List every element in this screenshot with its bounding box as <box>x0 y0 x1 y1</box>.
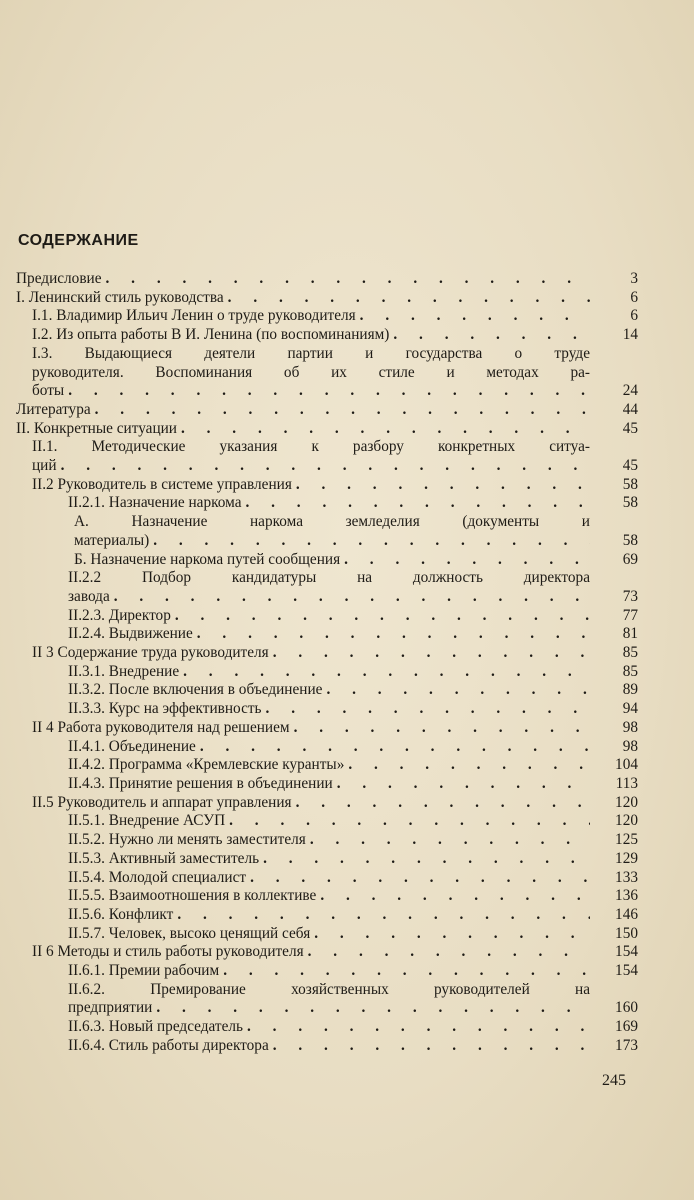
dot-leader <box>153 532 590 551</box>
toc-entry-page: 6 <box>630 307 638 325</box>
toc-entry-page: 133 <box>615 868 638 886</box>
toc-entry-title <box>68 738 590 757</box>
toc-entry-line: Б. Назначение наркома путей сообщения <box>74 550 341 568</box>
toc-entry-line: II.6.2. Премирование хозяйственных руководителей на <box>68 980 590 998</box>
toc-entry-line: II.2 Руководитель в системе управления <box>32 475 292 493</box>
toc-entry-title <box>68 775 590 794</box>
toc-entry <box>16 869 638 888</box>
toc-entry-title <box>68 494 590 513</box>
toc-entry-line: I.3. Выдающиеся деятели партии и государства о труде <box>32 344 590 362</box>
toc-entry-title <box>68 1018 590 1037</box>
toc-entry-title <box>68 831 590 850</box>
toc-entry-line: материалы) <box>74 531 150 549</box>
toc-entry <box>16 644 638 663</box>
dot-leader <box>228 289 590 308</box>
dot-leader <box>263 850 590 869</box>
toc-entry-line: II.3.1. Внедрение <box>68 662 180 680</box>
toc-entry-last-line <box>32 382 590 401</box>
toc-entry-line: ций <box>32 457 57 475</box>
toc-entry-page: 113 <box>615 774 638 792</box>
toc-entry <box>16 607 638 626</box>
toc-entry-line: I.1. Владимир Ильич Ленин о труде руководителя <box>32 307 356 325</box>
toc-entry-line: II.5.6. Конфликт <box>68 905 174 923</box>
toc-entry-line: II.5.3. Активный заместитель <box>68 849 260 867</box>
dot-leader <box>360 307 590 326</box>
toc-entry <box>16 1018 638 1037</box>
dot-leader <box>246 494 591 513</box>
dot-leader <box>200 738 590 757</box>
toc-entry <box>16 738 638 757</box>
toc-entry-page: 85 <box>622 662 638 680</box>
toc-entry-page: 89 <box>622 681 638 699</box>
dot-leader <box>229 812 590 831</box>
toc-entry-page: 98 <box>622 737 638 755</box>
toc-entry-line: I. Ленинский стиль руководства <box>16 288 224 306</box>
toc-entry-title <box>68 981 590 1018</box>
toc-entry-line: II.5.2. Нужно ли менять заместителя <box>68 831 306 849</box>
toc-entry-line: Литература <box>16 400 91 418</box>
toc-entry-title <box>32 307 590 326</box>
dot-leader <box>344 551 590 570</box>
dot-leader <box>106 270 590 289</box>
toc-entry-page: 94 <box>622 700 638 718</box>
toc-entry-page: 85 <box>622 644 638 662</box>
toc-entry-title <box>68 962 590 981</box>
dot-leader <box>266 700 590 719</box>
toc-entry-last-line <box>74 532 590 551</box>
page-number: 245 <box>602 1072 626 1089</box>
toc-entry-line: II.2.4. Выдвижение <box>68 625 193 643</box>
toc-entry <box>16 794 638 813</box>
toc-entry <box>16 476 638 495</box>
dot-leader <box>273 644 590 663</box>
toc-entry <box>16 307 638 326</box>
toc-entry-page: 69 <box>622 550 638 568</box>
toc-entry-page: 173 <box>615 1036 638 1054</box>
dot-leader <box>223 962 590 981</box>
dot-leader <box>314 925 590 944</box>
dot-leader <box>156 999 590 1018</box>
toc-entry <box>16 756 638 775</box>
toc-entry-line: руководителя. Воспоминания об их стиле и методах ра- <box>32 363 590 381</box>
toc-entry-line: предприятии <box>68 999 153 1017</box>
toc-entry-line: II.4.1. Объединение <box>68 737 196 755</box>
toc-entry-line: I.2. Из опыта работы В И. Ленина (по воспоминаниям) <box>32 326 390 344</box>
toc-entry-page: 58 <box>622 531 638 549</box>
toc-entry-title <box>68 850 590 869</box>
toc-entry-title <box>68 607 590 626</box>
toc-entry-page: 146 <box>615 905 638 923</box>
toc-entry-title <box>74 513 590 550</box>
toc-entry-title <box>32 794 590 813</box>
toc-entry-page: 154 <box>615 943 638 961</box>
toc-entry-title <box>32 345 590 401</box>
toc-entry-line: II.5.1. Внедрение АСУП <box>68 812 226 830</box>
dot-leader <box>247 1018 590 1037</box>
toc-entry <box>16 925 638 944</box>
dot-leader <box>296 794 590 813</box>
toc-entry-line: завода <box>68 587 110 605</box>
toc-entry <box>16 719 638 738</box>
toc-entry-title <box>16 401 590 420</box>
toc-entry-title <box>16 289 590 308</box>
toc-entry <box>16 569 638 606</box>
toc-entry <box>16 981 638 1018</box>
toc-entry-title <box>74 551 590 570</box>
toc-entry-line: II.6.3. Новый председатель <box>68 1018 244 1036</box>
toc-entry-page: 6 <box>630 288 638 306</box>
toc-entry-title <box>68 681 590 700</box>
toc-entry-last-line <box>68 999 590 1018</box>
toc-entry-line: II.6.1. Премии рабочим <box>68 962 220 980</box>
toc-entry-page: 45 <box>622 419 638 437</box>
toc-entry-line: II. Конкретные ситуации <box>16 419 177 437</box>
toc-entry-page: 81 <box>622 625 638 643</box>
toc-entry-page: 136 <box>615 887 638 905</box>
dot-leader <box>348 756 590 775</box>
dot-leader <box>183 663 590 682</box>
toc-entry <box>16 270 638 289</box>
toc-entry-page: 73 <box>622 587 638 605</box>
toc-entry-line: II.4.3. Принятие решения в объединении <box>68 774 333 792</box>
dot-leader <box>393 326 590 345</box>
toc-entry-line: А. Назначение наркома земледелия (документы и <box>74 513 590 531</box>
toc-entry-title <box>68 663 590 682</box>
toc-entry-line: II.3.2. После включения в объединение <box>68 681 323 699</box>
toc-entry <box>16 663 638 682</box>
dot-leader <box>95 401 590 420</box>
toc-entry <box>16 906 638 925</box>
toc-entry <box>16 345 638 401</box>
toc-entry-line: II 3 Содержание труда руководителя <box>32 644 269 662</box>
toc-entry-line: II.5.4. Молодой специалист <box>68 868 247 886</box>
toc-entry <box>16 775 638 794</box>
toc-entry-page: 14 <box>622 326 638 344</box>
toc-entry <box>16 625 638 644</box>
toc-entry-title <box>68 756 590 775</box>
dot-leader <box>308 943 590 962</box>
toc-entry-title <box>32 476 590 495</box>
toc-entry <box>16 943 638 962</box>
toc-entry-title <box>68 812 590 831</box>
toc-entry <box>16 438 638 475</box>
toc-entry-page: 120 <box>615 793 638 811</box>
toc-entry-line: II.2.2 Подбор кандидатуры на должность директора <box>68 569 590 587</box>
dot-leader <box>273 1037 590 1056</box>
toc-entry <box>16 494 638 513</box>
toc-entry-line: II 4 Работа руководителя над решением <box>32 718 290 736</box>
toc-entry-page: 150 <box>615 924 638 942</box>
toc-entry-page: 58 <box>622 475 638 493</box>
dot-leader <box>68 382 590 401</box>
toc-entry-title <box>68 906 590 925</box>
dot-leader <box>177 906 590 925</box>
toc-entry-title <box>68 887 590 906</box>
toc-entry <box>16 812 638 831</box>
dot-leader <box>114 588 590 607</box>
toc-entry <box>16 513 638 550</box>
toc-entry-title <box>32 644 590 663</box>
toc-entry-page: 120 <box>615 812 638 830</box>
toc-entry-line: II.5.5. Взаимоотношения в коллективе <box>68 887 317 905</box>
dot-leader <box>250 869 590 888</box>
toc-entry-page: 125 <box>615 831 638 849</box>
toc-entry-title <box>68 625 590 644</box>
toc-entry <box>16 681 638 700</box>
toc-entry-title <box>68 925 590 944</box>
toc-entry-page: 98 <box>622 718 638 736</box>
dot-leader <box>181 420 590 439</box>
toc-entry-line: II.5 Руководитель и аппарат управления <box>32 793 292 811</box>
toc-entry <box>16 1037 638 1056</box>
toc-entry <box>16 887 638 906</box>
dot-leader <box>310 831 590 850</box>
toc-entry-title <box>32 326 590 345</box>
toc-entry-line: II.1. Методические указания к разбору конкретных ситуа- <box>32 438 590 456</box>
toc-entry-line: II.5.7. Человек, высоко ценящий себя <box>68 924 311 942</box>
toc-entry-page: 45 <box>622 457 638 475</box>
toc-entry-line: II 6 Методы и стиль работы руководителя <box>32 943 304 961</box>
dot-leader <box>294 719 590 738</box>
toc-entry-line: II.3.3. Курс на эффективность <box>68 700 262 718</box>
toc-entry-line: боты <box>32 382 65 400</box>
toc-entry-title <box>68 1037 590 1056</box>
dot-leader <box>197 625 590 644</box>
toc-entry-page: 129 <box>615 849 638 867</box>
toc-entry-title <box>16 270 590 289</box>
toc-entry-line: II.2.1. Назначение наркома <box>68 494 242 512</box>
toc-entry <box>16 551 638 570</box>
toc-entry <box>16 962 638 981</box>
toc-entry <box>16 700 638 719</box>
toc-entry <box>16 289 638 308</box>
toc-entry-page: 169 <box>615 1018 638 1036</box>
toc-entry-title <box>16 420 590 439</box>
dot-leader <box>320 887 590 906</box>
toc-entry-title <box>32 943 590 962</box>
toc-entry-page: 3 <box>630 270 638 287</box>
toc-entry-title <box>68 700 590 719</box>
toc-entry-page: 44 <box>622 400 638 418</box>
toc-entry-page: 160 <box>615 999 638 1017</box>
toc-entry-page: 154 <box>615 962 638 980</box>
toc-entry-page: 104 <box>615 756 638 774</box>
contents-heading: СОДЕРЖАНИЕ <box>18 232 139 249</box>
toc-entry-title <box>32 719 590 738</box>
toc-entry-title <box>32 438 590 475</box>
toc-entry <box>16 831 638 850</box>
toc-entry-page: 58 <box>622 494 638 512</box>
dot-leader <box>175 607 590 626</box>
dot-leader <box>337 775 590 794</box>
toc-entry-title <box>68 569 590 606</box>
toc-entry <box>16 401 638 420</box>
dot-leader <box>61 457 590 476</box>
toc-entry-line: II.4.2. Программа «Кремлевские куранты» <box>68 756 345 774</box>
dot-leader <box>296 476 590 495</box>
toc-entry-last-line <box>32 457 590 476</box>
toc-entry-last-line <box>68 588 590 607</box>
toc-entry <box>16 326 638 345</box>
table-of-contents <box>16 270 638 1056</box>
toc-entry-line: II.6.4. Стиль работы директора <box>68 1036 269 1054</box>
dot-leader <box>326 681 590 700</box>
toc-entry-line: Предисловие <box>16 270 102 287</box>
toc-entry <box>16 850 638 869</box>
toc-entry-page: 77 <box>622 606 638 624</box>
toc-entry-page: 24 <box>622 382 638 400</box>
toc-entry <box>16 420 638 439</box>
toc-entry-title <box>68 869 590 888</box>
toc-entry-line: II.2.3. Директор <box>68 606 171 624</box>
